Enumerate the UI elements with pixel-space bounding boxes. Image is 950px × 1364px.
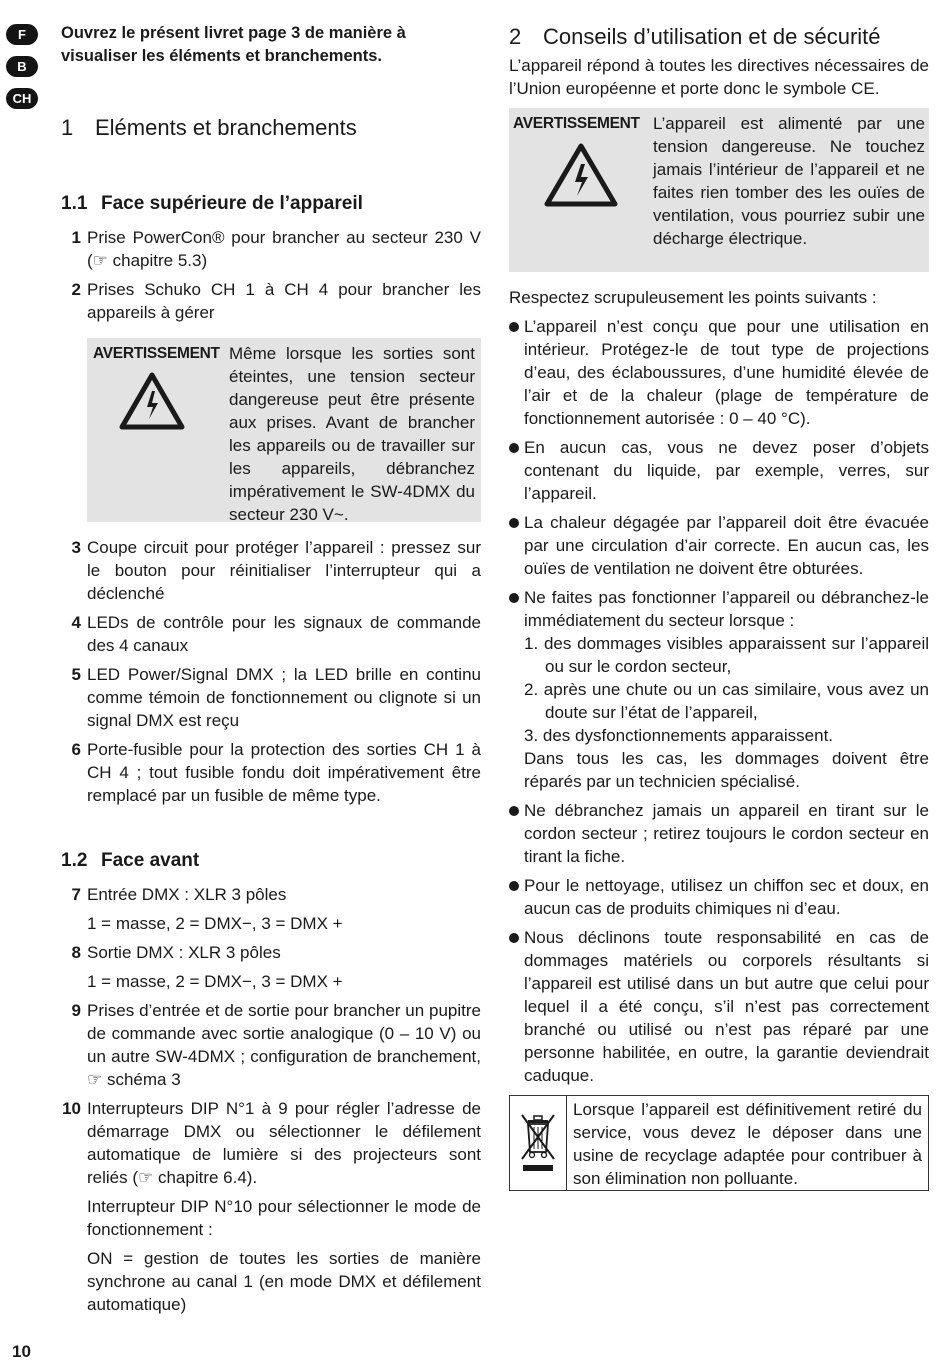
list-item-9	[61, 999, 481, 1091]
item-text-dip10: Interrupteur DIP N°10 pour sélectionner le mode de fonctionnement :	[87, 1197, 481, 1239]
bullet-item-1: L’appareil n’est conçu que pour une utilisation en intérieur. Protégez-le de tout type de projections d’eau, des éclaboussures, d’une humidité élevée de l’air et de la chaleur (plage de température de fonctionnement autorisée : 0 – 40 °C).	[509, 315, 929, 430]
lang-badge-f: F	[6, 24, 38, 45]
bullet-after-text: Dans tous les cas, les dommages doivent être réparés par un technicien spécialisé.	[524, 749, 929, 791]
list-item-2	[61, 278, 481, 324]
item-text: Prises d’entrée et de sortie pour brancher un pupitre de commande avec sortie analogique (0 – 10 V) ou un autre SW-4DMX ; configuration de branchement, ☞ schéma 3	[87, 1001, 481, 1089]
item-text-pinout: 1 = masse, 2 = DMX−, 3 = DMX +	[87, 972, 343, 991]
left-column	[61, 22, 481, 1322]
bullet-item-3: La chaleur dégagée par l’appareil doit être évacuée par une circulation d’air correcte. En aucun cas, les ouïes de ventilation ne doivent être obturées.	[509, 511, 929, 580]
bullet-item-7: Nous déclinons toute responsabilité en cas de dommages matériels ou corporels résultants si l’appareil est utilisé dans un but autre que celui pour lequel il a été conçu, s’il n’est pas correctement branché ou utilisé ou n’est pas réparé par une personne habilitée, en outre, la garantie deviendrait caduque.	[509, 926, 929, 1087]
item-text: Porte-fusible pour la protection des sorties CH 1 à CH 4 ; tout fusible fondu doit impérativement être remplacé par un fusible de même type.	[87, 740, 481, 805]
high-voltage-warning-icon	[543, 142, 619, 214]
section-2-number: 2	[509, 24, 522, 49]
bullet-item-6: Pour le nettoyage, utilisez un chiffon sec et doux, en aucun cas de produits chimiques ni d’eau.	[509, 874, 929, 920]
section-1-2-heading	[61, 849, 481, 873]
item-number: 8	[71, 943, 81, 962]
item-text: Prise PowerCon® pour brancher au secteur 230 V (☞ chapitre 5.3)	[87, 228, 481, 270]
item-text: LED Power/Signal DMX ; la LED brille en continu comme témoin de fonctionnement ou clignote si un signal DMX est reçu	[87, 665, 481, 730]
disposal-box	[509, 1095, 929, 1191]
warning-box-left	[87, 338, 481, 522]
item-number: 1	[71, 228, 81, 247]
item-text: Sortie DMX : XLR 3 pôles	[87, 943, 281, 962]
item-number: 4	[71, 613, 81, 632]
intro-text: Ouvrez le présent livret page 3 de manière à visualiser les éléments et branchements.	[61, 24, 406, 65]
section-1-1-title: Face supérieure de l’appareil	[101, 193, 363, 214]
page-number: 10	[12, 1342, 31, 1361]
item-number: 9	[71, 1001, 81, 1020]
list-item-8	[61, 941, 481, 993]
language-badges	[6, 24, 40, 120]
bullet-item-2: En aucun cas, vous ne devez poser d’objets contenant du liquide, par exemple, verres, sur l’appareil.	[509, 436, 929, 505]
right-column	[509, 22, 929, 1191]
item-text: Prises Schuko CH 1 à CH 4 pour brancher les appareils à gérer	[87, 280, 481, 322]
section-2-heading	[509, 22, 929, 52]
list-item-5	[61, 663, 481, 732]
section-1-title: Eléments et branchements	[95, 115, 357, 140]
section-1-1-number: 1.1	[61, 193, 88, 214]
sub-item-3: 3. des dysfonctionnements apparaissent.	[524, 726, 834, 745]
section-1-1-heading	[61, 192, 481, 216]
bullet-sublist	[524, 632, 929, 747]
warning-text: Même lorsque les sorties sont éteintes, une tension secteur dangereuse peut être présente aux prises. Avant de brancher les appareils ou de travailler sur les appareils, débranchez impérativement le SW-4DMX du secteur 230 V~.	[229, 344, 475, 524]
high-voltage-warning-icon	[119, 372, 185, 436]
list-item-3	[61, 536, 481, 605]
disposal-text: Lorsque l’appareil est définitivement retiré du service, vous devez le déposer dans une usine de recyclage adaptée pour contribuer à son élimination non polluante.	[573, 1100, 922, 1188]
list-item-6	[61, 738, 481, 807]
bullet-item-5: Ne débranchez jamais un appareil en tirant sur le cordon secteur ; retirez toujours le cordon secteur en tirant la fiche.	[509, 799, 929, 868]
section-1-2-title: Face avant	[101, 850, 200, 871]
warning-text: L’appareil est alimenté par une tension dangereuse. Ne touchez jamais l’intérieur de l’appareil et ne faites rien tomber des les ouïes de ventilation, vous pourriez subir une décharge électrique.	[653, 114, 925, 248]
item-text-on-mode: ON = gestion de toutes les sorties de manière synchrone au canal 1 (en mode DMX et défilement automatique)	[87, 1249, 481, 1314]
weee-crossed-bin-icon	[510, 1096, 567, 1190]
warning-label: AVERTISSEMENT	[513, 115, 640, 132]
section-1-2-number: 1.2	[61, 850, 88, 871]
section-2-intro: L’appareil répond à toutes les directives nécessaires de l’Union européenne et porte donc le symbole CE.	[509, 56, 929, 98]
item-text: Interrupteurs DIP N°1 à 9 pour régler l’adresse de démarrage DMX ou sélectionner le défilement automatique de lumière si des projecteurs sont reliés (☞ chapitre 6.4).	[87, 1099, 481, 1187]
item-text: LEDs de contrôle pour les signaux de commande des 4 canaux	[87, 613, 481, 655]
sub-item-2: 2. après une chute ou un cas similaire, vous avez un doute sur l’état de l’appareil,	[524, 680, 929, 722]
list-item-4	[61, 611, 481, 657]
item-number: 5	[71, 665, 81, 684]
list-item-7	[61, 883, 481, 935]
item-text: Entrée DMX : XLR 3 pôles	[87, 885, 287, 904]
list-item-1	[61, 226, 481, 272]
bullet-item-4	[509, 586, 929, 793]
warning-label: AVERTISSEMENT	[93, 345, 220, 362]
item-number: 3	[71, 538, 81, 557]
item-text-pinout: 1 = masse, 2 = DMX−, 3 = DMX +	[87, 914, 343, 933]
section-1-heading	[61, 114, 481, 142]
bullet-text: Ne faites pas fonctionner l’appareil ou débranchez-le immédiatement du secteur lorsque :	[524, 588, 929, 630]
lang-badge-ch: CH	[6, 88, 38, 109]
item-text: Coupe circuit pour protéger l’appareil : pressez sur le bouton pour réinitialiser l’interrupteur qui a déclenché	[87, 538, 481, 603]
sub-item-1: 1. des dommages visibles apparaissent sur l’appareil ou sur le cordon secteur,	[524, 634, 929, 676]
item-number: 6	[71, 740, 81, 759]
respect-text: Respectez scrupuleusement les points suivants :	[509, 288, 877, 307]
item-number: 2	[71, 280, 81, 299]
item-number: 10	[62, 1099, 81, 1118]
section-1-number: 1	[61, 115, 74, 140]
item-number: 7	[71, 885, 81, 904]
section-2-title: Conseils d’utilisation et de sécurité	[543, 24, 881, 49]
lang-badge-b: B	[6, 56, 38, 77]
warning-box-right	[509, 108, 929, 272]
list-item-10	[61, 1097, 481, 1316]
